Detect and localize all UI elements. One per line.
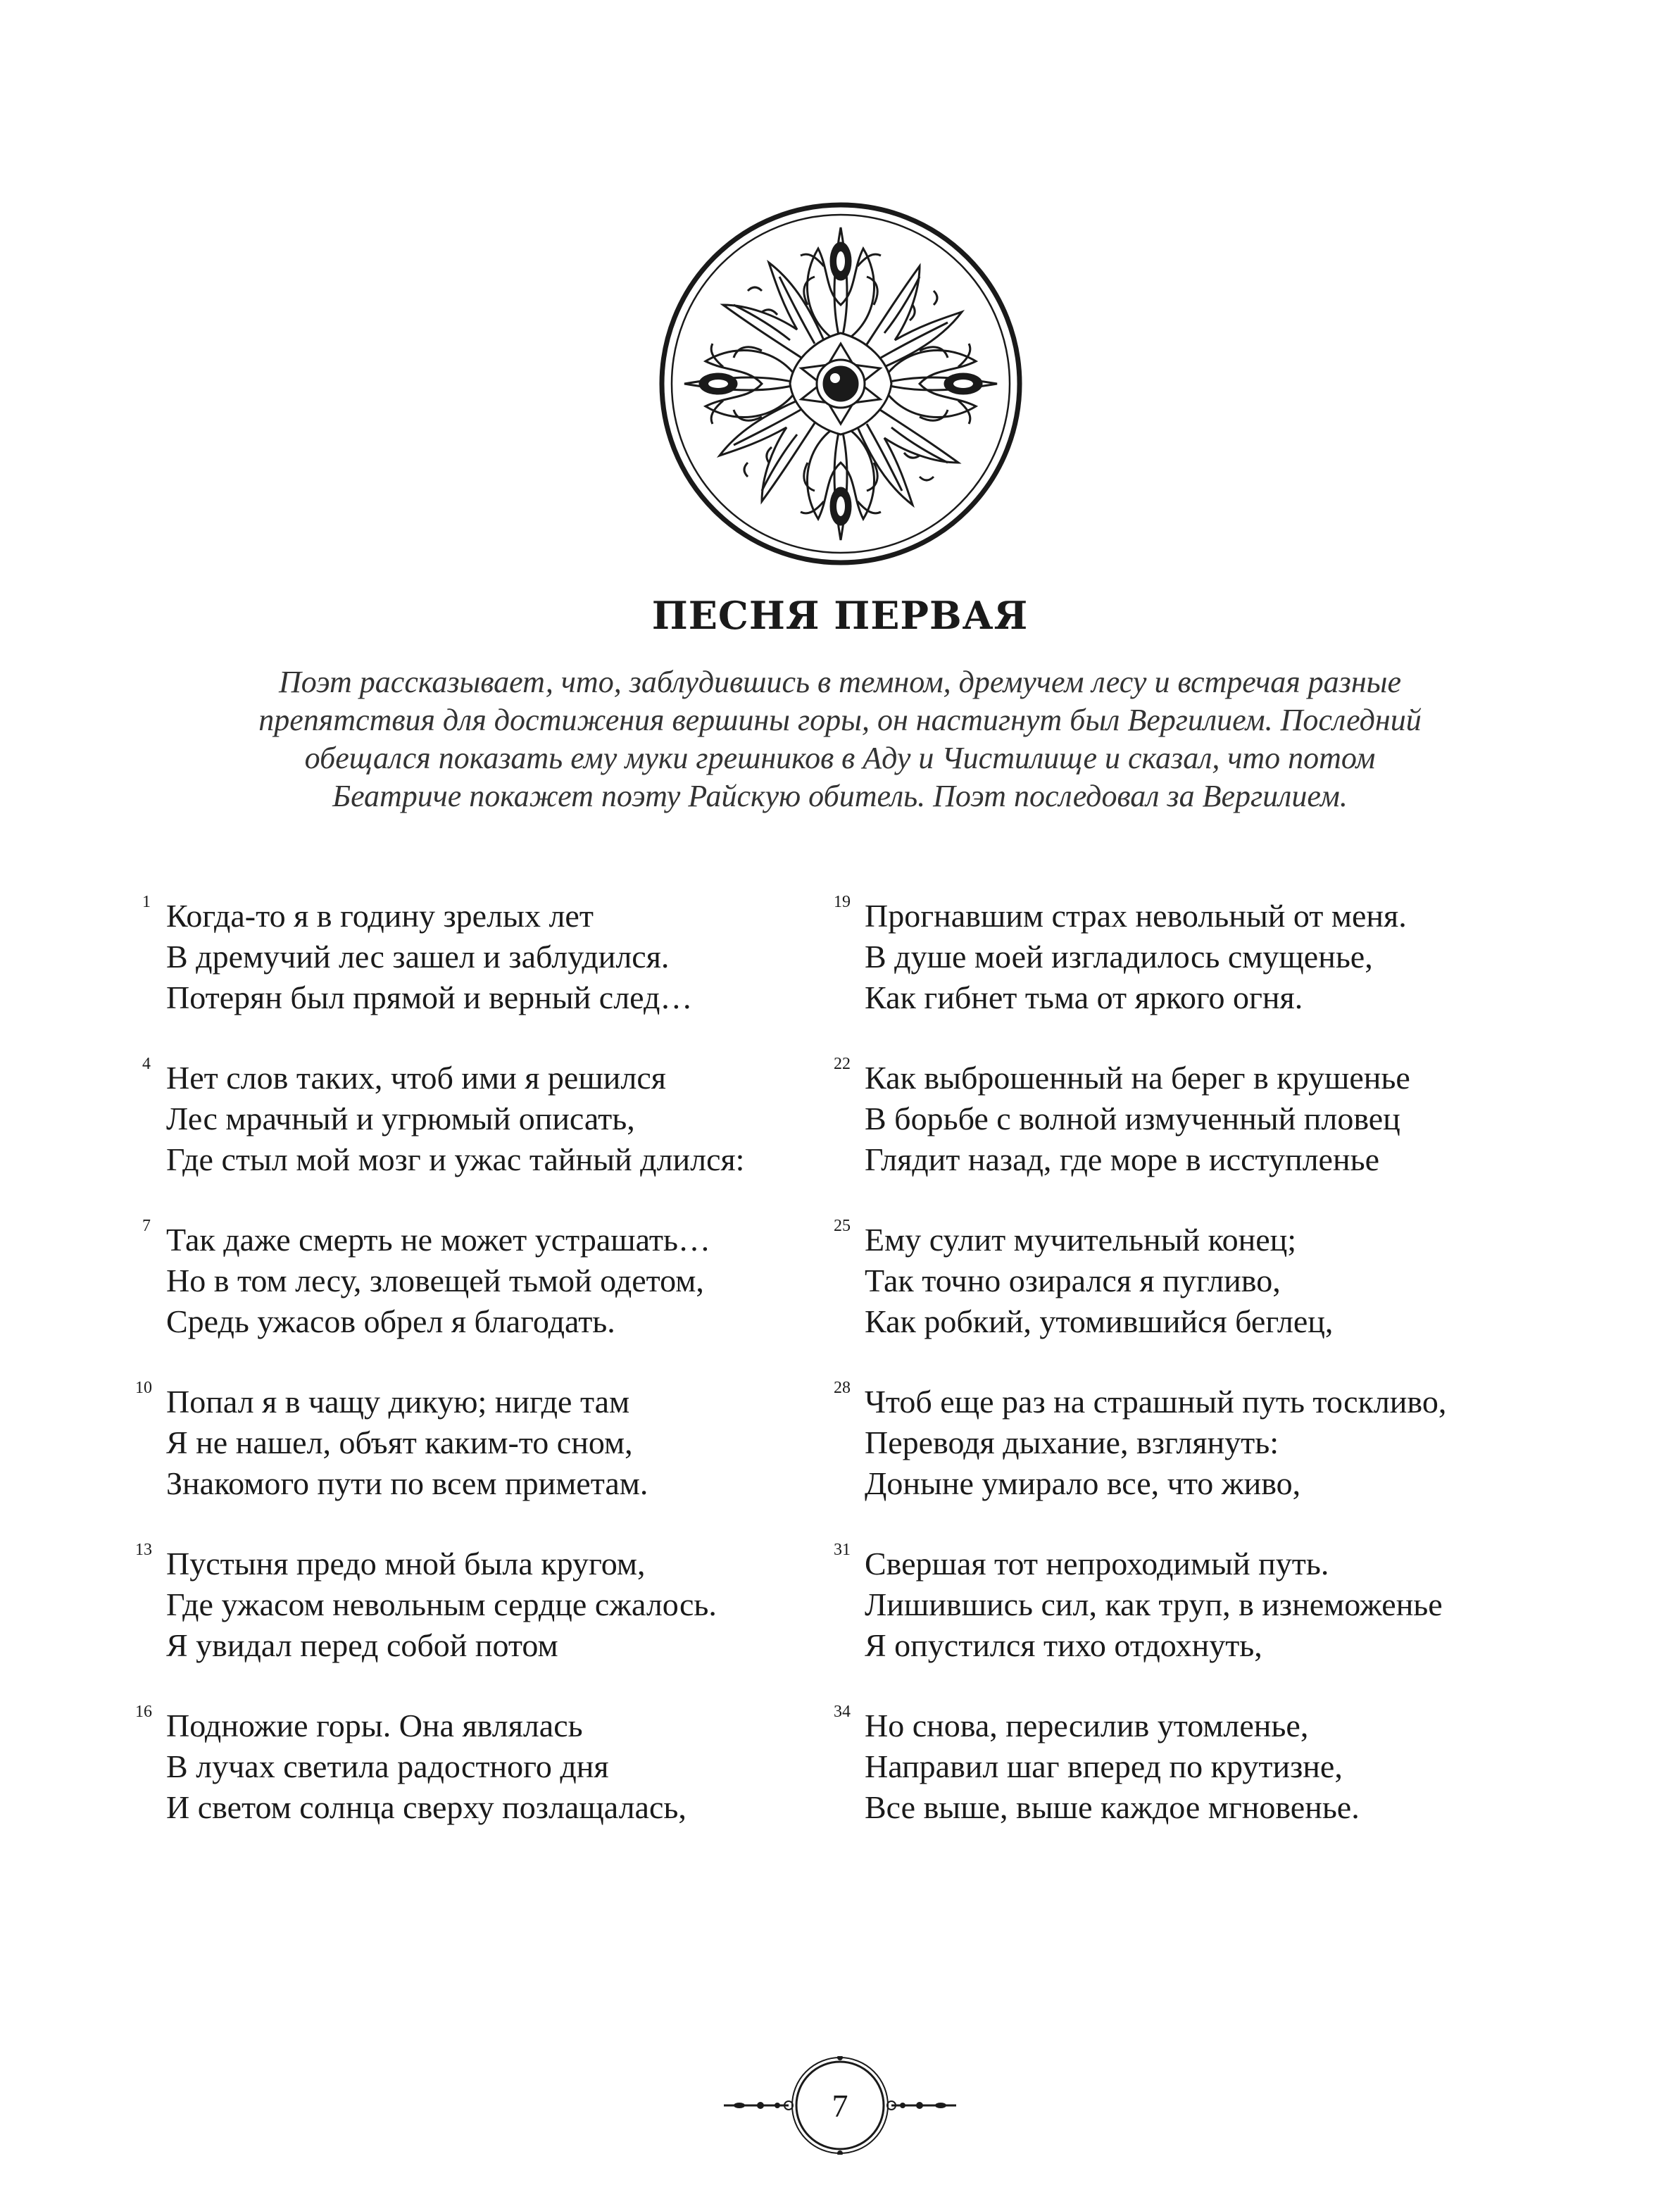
verse-line: Лишившись сил, как труп, в изнеможенье	[865, 1586, 1443, 1622]
chapter-title: ПЕСНЯ ПЕРВАЯ	[651, 593, 1029, 638]
verse-number: 7	[142, 1217, 151, 1235]
summary-line: препятствия для достижения вершины горы, он настигнут был Вергилием. Последний	[258, 703, 1422, 737]
verse-line: Я опустился тихо отдохнуть,	[865, 1627, 1262, 1663]
verse-line: Чтоб еще раз на страшный путь тоскливо,	[865, 1384, 1447, 1420]
verse-line: И светом солнца сверху позлащалась,	[166, 1789, 687, 1825]
verse-line: В лучах светила радостного дня	[166, 1748, 609, 1784]
verse-line: Так точно озирался я пугливо,	[865, 1263, 1281, 1298]
verse-line: Но в том лесу, зловещей тьмой одетом,	[166, 1263, 704, 1298]
verse-line: Нет слов таких, чтоб ими я решился	[166, 1060, 666, 1096]
chapter-summary	[206, 663, 1474, 815]
verse-line: Свершая тот непроходимый путь.	[865, 1546, 1329, 1582]
verse-line: Как гибнет тьма от яркого огня.	[865, 979, 1303, 1015]
verse-number: 4	[142, 1055, 151, 1073]
stanza	[834, 1541, 1477, 1666]
verse-number: 1	[142, 893, 151, 911]
verse-line: В душе моей изгладилось смущенье,	[865, 939, 1373, 975]
verse-line: Где стыл мой мозг и ужас тайный длился:	[166, 1141, 745, 1177]
verse-line: Знакомого пути по всем приметам.	[166, 1465, 648, 1501]
verse-number: 13	[135, 1541, 152, 1559]
verse-line: Подножие горы. Она являлась	[166, 1708, 583, 1743]
left-verse-column	[135, 893, 779, 1867]
rosette-ornament-icon	[656, 199, 1025, 568]
stanza	[135, 1541, 779, 1666]
verse-line: Потерян был прямой и верный след…	[166, 979, 693, 1015]
verse-line: Глядит назад, где море в исступленье	[865, 1141, 1379, 1177]
verse-line: Как робкий, утомившийся беглец,	[865, 1303, 1334, 1339]
stanza	[834, 1703, 1477, 1828]
verse-line: Средь ужасов обрел я благодать.	[166, 1303, 615, 1339]
verse-line: Лес мрачный и угрюмый описать,	[166, 1101, 635, 1137]
stanza	[142, 1217, 779, 1342]
stanza	[142, 893, 779, 1018]
verse-number: 16	[135, 1703, 152, 1721]
stanza	[834, 1379, 1477, 1504]
verse-line: Когда-то я в годину зрелых лет	[166, 898, 594, 934]
verse-line: Все выше, выше каждое мгновенье.	[865, 1789, 1360, 1825]
verse-line: Где ужасом невольным сердце сжалось.	[166, 1586, 717, 1622]
verse-line: Но снова, пересилив утомленье,	[865, 1708, 1309, 1743]
verse-line: В борьбе с волной измученный пловец	[865, 1101, 1400, 1137]
page-number: 7	[832, 2088, 848, 2124]
verse-number: 10	[135, 1379, 152, 1397]
verse-line: Я не нашел, объят каким-то сном,	[166, 1425, 633, 1460]
verse-line: Так даже смерть не может устрашать…	[166, 1222, 710, 1258]
verse-line: Попал я в чащу дикую; нигде там	[166, 1384, 630, 1420]
verse-line: Прогнавшим страх невольный от меня.	[865, 898, 1407, 934]
summary-line: обещался показать ему муки грешников в Аду и Чистилище и сказал, что потом	[304, 741, 1376, 775]
verse-number: 28	[834, 1379, 851, 1397]
verse-line: Направил шаг вперед по крутизне,	[865, 1748, 1343, 1784]
verse-number: 25	[834, 1217, 851, 1235]
stanza	[834, 893, 1477, 1018]
right-verse-column	[834, 893, 1477, 1867]
stanza	[834, 1055, 1477, 1180]
verse-line: В дремучий лес зашел и заблудился.	[166, 939, 670, 975]
verse-number: 34	[834, 1703, 851, 1721]
verse-line: Я увидал перед собой потом	[166, 1627, 558, 1663]
verse-number: 31	[834, 1541, 851, 1559]
verse-number: 19	[834, 893, 851, 911]
stanza	[834, 1217, 1477, 1342]
summary-line: Поэт рассказывает, что, заблудившись в темном, дремучем лесу и встречая разные	[279, 665, 1401, 699]
verse-line: Переводя дыхание, взглянуть:	[865, 1425, 1279, 1460]
verse-number: 22	[834, 1055, 851, 1073]
summary-line: Беатриче покажет поэту Райскую обитель. Поэт последовал за Вергилием.	[332, 779, 1348, 813]
stanza	[135, 1703, 779, 1828]
stanza	[135, 1379, 779, 1504]
verse-line: Пустыня предо мной была кругом,	[166, 1546, 646, 1582]
verse-line: Ему сулит мучительный конец;	[865, 1222, 1297, 1258]
stanza	[142, 1055, 779, 1180]
verse-line: Доныне умирало все, что живо,	[865, 1465, 1301, 1501]
verse-line: Как выброшенный на берег в крушенье	[865, 1060, 1410, 1096]
